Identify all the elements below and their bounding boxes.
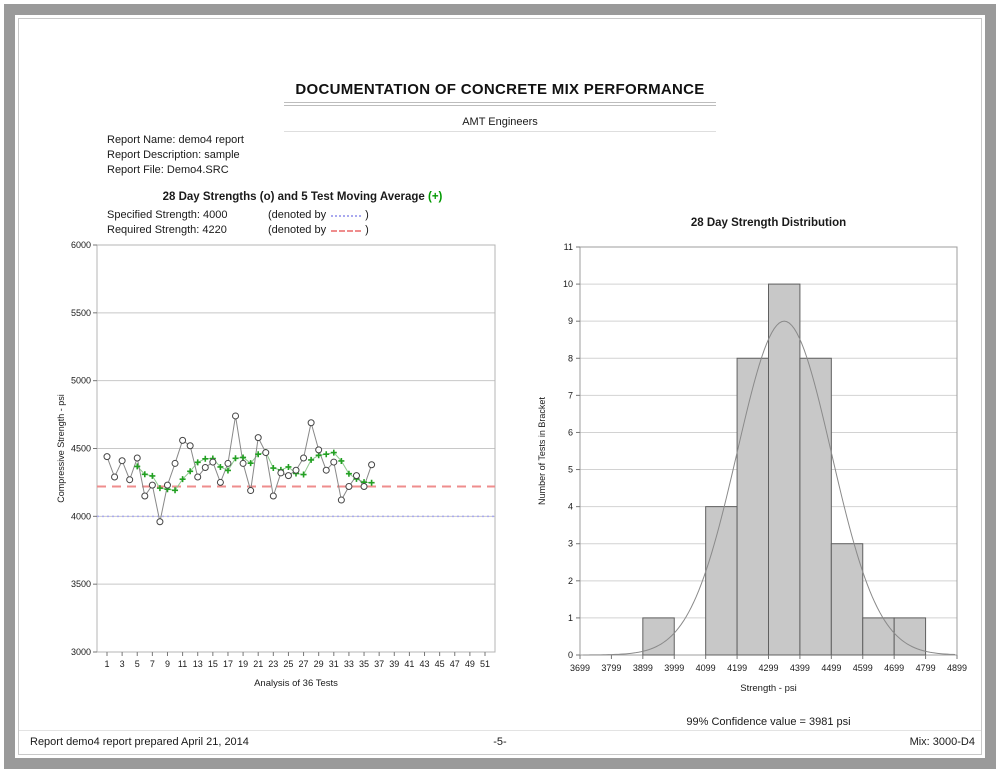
control-chart-title-accent: (+) [428, 191, 443, 203]
denoted-by-suffix: ) [365, 209, 369, 221]
svg-text:3000: 3000 [70, 647, 91, 657]
histogram-title: 28 Day Strength Distribution [690, 217, 847, 229]
svg-text:3999: 3999 [664, 663, 685, 673]
svg-text:4199: 4199 [727, 663, 748, 673]
footer-divider [19, 730, 981, 731]
svg-text:51: 51 [479, 659, 491, 669]
svg-text:17: 17 [222, 659, 233, 669]
denoted-by-prefix: (denoted by [268, 224, 327, 236]
denoted-by-prefix: (denoted by [268, 209, 327, 221]
svg-text:1: 1 [567, 612, 573, 623]
control-chart-title [95, 191, 510, 203]
svg-text:21: 21 [253, 659, 264, 669]
report-description-line: Report Description: sample [107, 149, 240, 161]
svg-text:4000: 4000 [70, 511, 91, 522]
svg-text:7: 7 [149, 659, 155, 669]
svg-text:5: 5 [567, 464, 573, 475]
specified-line-sample [331, 215, 361, 217]
svg-text:49: 49 [464, 659, 475, 669]
svg-text:4499: 4499 [821, 663, 842, 673]
svg-text:19: 19 [238, 659, 249, 669]
svg-text:11: 11 [177, 659, 188, 669]
svg-text:4500: 4500 [70, 443, 91, 454]
report-info-block [107, 133, 244, 178]
svg-text:2: 2 [567, 575, 573, 586]
company-divider [284, 131, 716, 132]
svg-text:6: 6 [567, 427, 573, 438]
svg-text:41: 41 [404, 659, 415, 669]
control-chart-title-main: 28 Day Strengths (o) and 5 Test Moving Average [162, 191, 429, 203]
svg-text:33: 33 [343, 659, 354, 669]
svg-text:29: 29 [313, 659, 324, 669]
required-strength-label: Required Strength: 4220 [107, 224, 227, 236]
svg-text:5000: 5000 [70, 375, 91, 386]
svg-text:27: 27 [298, 659, 309, 669]
svg-text:37: 37 [374, 659, 385, 669]
svg-text:4299: 4299 [758, 663, 779, 673]
svg-text:9: 9 [567, 316, 573, 327]
svg-text:39: 39 [389, 659, 400, 669]
footer-mix-label: Mix: 3000-D4 [909, 736, 975, 748]
svg-text:47: 47 [449, 659, 460, 669]
svg-text:0: 0 [567, 650, 573, 660]
svg-text:4099: 4099 [695, 663, 716, 673]
strength-control-chart [50, 233, 505, 703]
strength-distribution-histogram [530, 235, 990, 700]
svg-text:3500: 3500 [70, 579, 91, 590]
legend-row-specified [107, 208, 369, 222]
svg-text:9: 9 [164, 659, 170, 669]
svg-text:4699: 4699 [884, 663, 905, 673]
svg-text:5: 5 [134, 659, 140, 669]
footer-page-number: -5- [493, 736, 507, 748]
svg-text:5500: 5500 [70, 307, 91, 318]
svg-text:Analysis of 36 Tests: Analysis of 36 Tests [254, 678, 338, 689]
svg-text:1: 1 [104, 659, 110, 669]
svg-text:4: 4 [567, 501, 573, 512]
required-line-sample [331, 230, 361, 232]
svg-text:4899: 4899 [946, 663, 968, 673]
svg-text:43: 43 [419, 659, 430, 669]
page-title: DOCUMENTATION OF CONCRETE MIX PERFORMANCE [295, 81, 705, 98]
footer-prepared-text: Report demo4 report prepared April 21, 2014 [30, 736, 249, 748]
denoted-by-suffix: ) [365, 224, 369, 236]
svg-text:3: 3 [567, 538, 573, 549]
svg-text:Number of Tests in Bracket: Number of Tests in Bracket [537, 397, 547, 505]
svg-text:13: 13 [192, 659, 203, 669]
svg-text:31: 31 [328, 659, 339, 669]
svg-text:8: 8 [567, 353, 573, 364]
svg-text:25: 25 [283, 659, 294, 669]
report-name-line: Report Name: demo4 report [107, 134, 244, 146]
company-name: AMT Engineers [462, 116, 538, 128]
svg-text:3: 3 [119, 659, 125, 669]
svg-text:3899: 3899 [632, 663, 653, 673]
svg-text:15: 15 [207, 659, 218, 669]
report-file-line: Report File: Demo4.SRC [107, 164, 229, 176]
title-divider [284, 102, 716, 106]
svg-text:7: 7 [567, 390, 573, 401]
svg-text:4599: 4599 [852, 663, 873, 673]
svg-text:10: 10 [562, 279, 573, 290]
confidence-note: 99% Confidence value = 3981 psi [686, 716, 851, 728]
svg-text:35: 35 [359, 659, 370, 669]
svg-text:3699: 3699 [569, 663, 591, 673]
svg-text:6000: 6000 [70, 240, 91, 250]
svg-text:11: 11 [563, 242, 573, 252]
svg-text:Compressive Strength - psi: Compressive Strength - psi [56, 394, 66, 503]
specified-strength-label: Specified Strength: 4000 [107, 209, 228, 221]
svg-text:4799: 4799 [915, 663, 936, 673]
svg-text:23: 23 [268, 659, 279, 669]
svg-text:3799: 3799 [601, 663, 622, 673]
svg-text:Strength - psi: Strength - psi [740, 683, 797, 694]
svg-text:4399: 4399 [789, 663, 810, 673]
svg-text:45: 45 [434, 659, 445, 669]
